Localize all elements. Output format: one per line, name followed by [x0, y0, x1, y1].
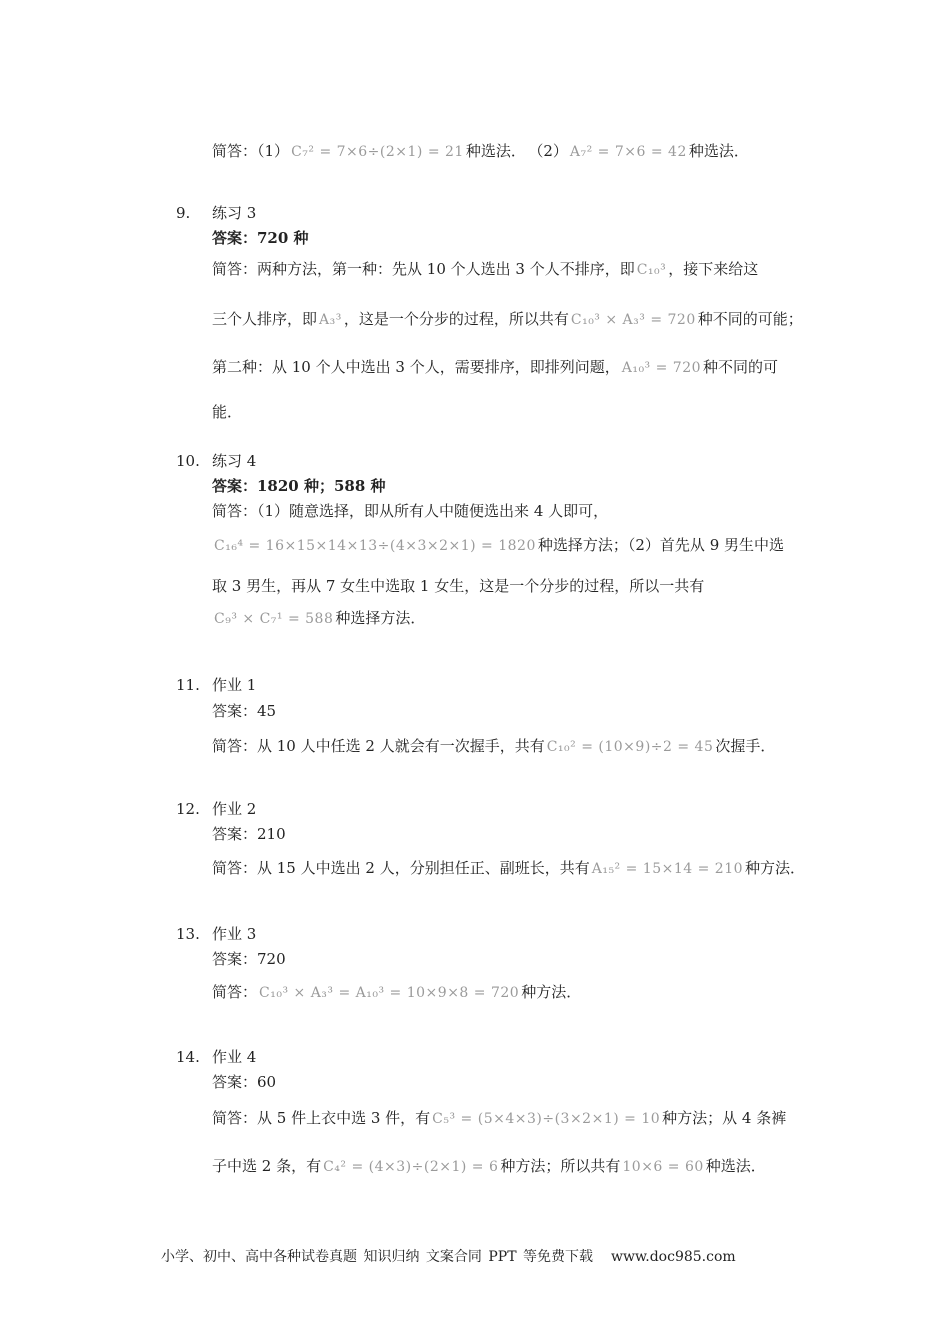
item-14-line-2: [212, 1156, 766, 1177]
top-answer-line: [212, 141, 749, 162]
item-9-formula-c10-3: C₁₀³: [636, 262, 667, 278]
item-14-number: 14.: [176, 1048, 200, 1066]
top-label: 简答：: [212, 142, 258, 160]
item-11-line-1-text: 简答：从 10 人中任选 2 人就会有一次握手，共有: [212, 737, 545, 755]
item-13-number: 13.: [176, 925, 200, 943]
item-10-number: 10.: [176, 452, 200, 470]
item-10-line-4-tail: 种选择方法．: [335, 609, 426, 627]
item-12-title: 作业 2: [212, 800, 257, 818]
item-11-line-1: [212, 736, 775, 757]
item-9-formula-a3-3: A₃³: [319, 312, 342, 328]
item-14-answer: 答案：60: [212, 1073, 277, 1091]
item-14-line-2-mid: 种方法；所以共有: [500, 1157, 621, 1175]
item-11-line-1-tail: 次握手．: [715, 737, 776, 755]
item-12-formula: A₁₅² = 15×14 = 210: [591, 861, 744, 877]
item-11-number: 11.: [176, 676, 200, 694]
item-9-formula-product: C₁₀³ × A₃³ = 720: [570, 312, 696, 328]
item-13-line-1: [212, 982, 581, 1003]
top-part2-tail: 种选法．: [688, 142, 749, 160]
item-14-title: 作业 4: [212, 1048, 257, 1066]
item-12-number: 12.: [176, 800, 200, 818]
item-9-line-1-text: 简答：两种方法，第一种：先从 10 个人选出 3 个人不排序，即: [212, 260, 635, 278]
top-formula-2: A₇² = 7×6 = 42: [569, 144, 687, 160]
item-13-line-1-text: 简答：: [212, 983, 258, 1001]
item-12-line-1-text: 简答：从 15 人中选出 2 人，分别担任正、副班长，共有: [212, 859, 590, 877]
footer-text: 小学、初中、高中各种试卷真题 知识归纳 文案合同 PPT 等免费下载: [161, 1249, 593, 1265]
item-14-line-2-tail: 种选法．: [705, 1157, 766, 1175]
item-12-line-1: [212, 858, 805, 879]
item-11-title: 作业 1: [212, 676, 257, 694]
item-9-line-2-text: 三个人排序，即: [212, 310, 318, 328]
item-14-formula-total: 10×6 = 60: [622, 1159, 704, 1175]
item-9-line-1: [212, 259, 758, 280]
item-13-formula: C₁₀³ × A₃³ = A₁₀³ = 10×9×8 = 720: [259, 985, 520, 1001]
top-formula-1: C₇² = 7×6÷(2×1) = 21: [291, 144, 464, 160]
item-12-line-1-tail: 种方法．: [745, 859, 806, 877]
top-part1-label: （1）: [257, 142, 290, 160]
footer-url[interactable]: www.doc985.com: [610, 1249, 736, 1265]
item-10-formula-c16-4: C₁₆⁴ = 16×15×14×13÷(4×3×2×1) = 1820: [214, 538, 536, 554]
item-13-title: 作业 3: [212, 925, 257, 943]
item-9-line-4: 能．: [212, 403, 243, 421]
top-part1-tail: 种选法．: [465, 142, 526, 160]
top-part2-label: （2）: [535, 142, 568, 160]
item-10-line-2: [212, 535, 784, 556]
item-9-line-3-text: 第二种：从 10 个人中选出 3 个人，需要排序，即排列问题，: [212, 358, 620, 376]
item-10-title: 练习 4: [212, 452, 257, 470]
item-10-line-3: 取 3 男生，再从 7 女生中选取 1 女生，这是一个分步的过程，所以一共有: [212, 577, 705, 595]
item-13-line-1-tail: 种方法．: [521, 983, 582, 1001]
item-9-line-2-mid: ，这是一个分步的过程，所以共有: [343, 310, 569, 328]
item-9-formula-a10-3: A₁₀³ = 720: [621, 360, 702, 376]
item-9-line-2: [212, 309, 803, 330]
item-10-line-2-tail: 种选择方法；（2）首先从 9 男生中选: [537, 536, 784, 554]
item-10-line-4: [212, 608, 425, 629]
item-14-line-1: [212, 1108, 786, 1129]
item-10-answer: 答案：1820 种；588 种: [212, 477, 386, 495]
item-10-line-1: 简答：（1）随意选择，即从所有人中随便选出来 4 人即可，: [212, 502, 609, 520]
item-14-line-1-tail: 种方法；从 4 条裤: [662, 1109, 787, 1127]
item-9-answer: 答案：720 种: [212, 229, 309, 247]
item-14-formula-c5-3: C₅³ = (5×4×3)÷(3×2×1) = 10: [432, 1111, 661, 1127]
item-11-formula: C₁₀² = (10×9)÷2 = 45: [546, 739, 714, 755]
item-9-line-3-tail: 种不同的可: [703, 358, 779, 376]
item-14-line-2-text: 子中选 2 条，有: [212, 1157, 322, 1175]
item-13-answer: 答案：720: [212, 950, 286, 968]
page-footer: [161, 1246, 736, 1266]
item-12-answer: 答案：210: [212, 825, 286, 843]
item-11-answer: 答案：45: [212, 702, 277, 720]
item-9-line-2-tail: 种不同的可能；: [697, 310, 803, 328]
item-10-formula-c9-c7: C₉³ × C₇¹ = 588: [214, 611, 334, 627]
item-9-title: 练习 3: [212, 204, 257, 222]
item-9-line-1-tail: ，接下来给这: [668, 260, 759, 278]
item-14-formula-c4-2: C₄² = (4×3)÷(2×1) = 6: [323, 1159, 499, 1175]
item-14-line-1-text: 简答：从 5 件上衣中选 3 件，有: [212, 1109, 431, 1127]
item-9-number: 9.: [176, 204, 191, 222]
item-9-line-3: [212, 357, 778, 378]
